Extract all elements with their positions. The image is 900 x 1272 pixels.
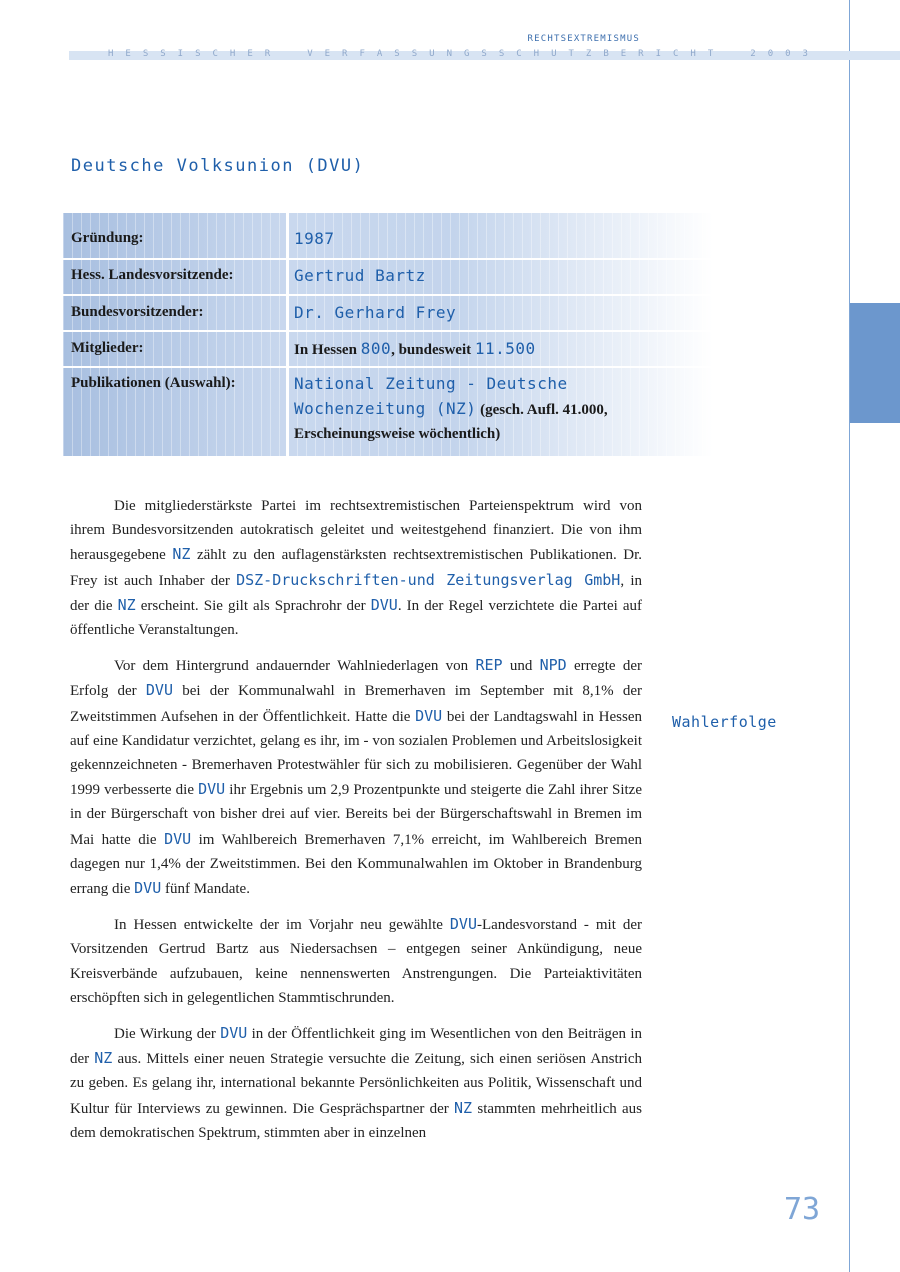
info-value: 1987 xyxy=(294,229,335,248)
info-label: Gründung: xyxy=(71,230,144,246)
info-label: Mitglieder: xyxy=(71,340,144,356)
page-title: Deutsche Volksunion (DVU) xyxy=(71,156,365,176)
info-value: National Zeitung - Deutsche Wochenzeitung (NZ) (gesch. Aufl. 41.000, Erscheinungsweise wöchentlich) xyxy=(294,374,608,442)
paragraph: In Hessen entwickelte der im Vorjahr neu gewählte DVU-Landesvorstand - mit der Vorsitzenden Gertrud Bartz aus Niedersachsen – entgegen seiner Ankündigung, neue Kreisverbände aufzubauen, keine nennenswerten Anstrengungen. Die Parteiaktivitäten erschöpften sich in gelegentlichen Stammtischrunden. xyxy=(70,915,642,1006)
info-table xyxy=(63,213,713,456)
header-word-3: 2003 xyxy=(750,49,820,59)
page-number: 73 xyxy=(784,1192,821,1227)
marginal-note: Wahlerfolge xyxy=(672,713,777,731)
body-text xyxy=(70,494,642,1156)
info-row-founding xyxy=(63,213,713,260)
paragraph: Die Wirkung der DVU in der Öffentlichkeit ging im Wesentlichen von den Beiträgen in der NZ aus. Mittels einer neuen Strategie versuchte die Zeitung, sich einen seriösen Anstrich zu geben. Es gelang ihr, international bekannte Persönlichkeiten aus Politik, Wissenschaft und Kultur für Interviews zu gewinnen. Die Gesprächspartner der NZ stammten mehrheitlich aus dem demokratischen Spektrum, stimmten aber in einzelnen xyxy=(70,1024,643,1141)
info-value: Dr. Gerhard Frey xyxy=(294,303,457,322)
info-row-publications xyxy=(63,368,713,456)
info-row-members xyxy=(63,332,713,368)
chapter-tab xyxy=(850,303,900,423)
header-word-2: VERFASSUNGSSCHUTZBERICHT xyxy=(307,49,726,59)
info-value: In Hessen 800, bundesweit 11.500 xyxy=(294,339,536,358)
paragraph: Vor dem Hintergrund andauernder Wahlniederlagen von REP und NPD erregte der Erfolg der DVU bei der Kommunalwahl in Bremerhaven im September mit 8,1% der Zweitstimmen Aufsehen in der Öffentlichkeit. Hatte die DVU bei der Landtagswahl in Hessen auf eine Kandidatur verzichtet, gelang es ihr, im - von sozialen Problemen und Arbeitslosigkeit gekennzeichneten - Bremerhaven Protestwähler für sich zu mobilisieren. Gegenüber der Wahl 1999 verbesserte die DVU ihr Ergebnis um 2,9 Prozentpunkte und steigerte die Zahl ihrer Sitze in der Bürgerschaft von bisher drei auf vier. Bereits bei der Bürgerschaftswahl in Bremen im Mai hatte die DVU im Wahlbereich Bremerhaven 7,1% erreicht, im Wahlbereich Bremen dagegen nur 1,4% der Zweitstimmen. Bei den Kommunalwahlen im Oktober in Brandenburg errang die DVU fünf Mandate. xyxy=(70,656,643,898)
info-row-state-chair xyxy=(63,260,713,296)
info-label: Bundesvorsitzender: xyxy=(71,304,204,320)
info-row-federal-chair xyxy=(63,296,713,332)
margin-rule xyxy=(849,0,850,1272)
info-label: Hess. Landesvorsitzende: xyxy=(71,267,234,283)
info-label: Publikationen (Auswahl): xyxy=(71,375,236,391)
info-value: Gertrud Bartz xyxy=(294,266,426,285)
paragraph: Die mitgliederstärkste Partei im rechtsextremistischen Parteienspektrum wird von ihrem Bundesvorsitzenden autokratisch geleitet und weitestgehend finanziert. Die von ihm herausgegebene NZ zählt zu den auflagenstärksten rechtsextremistischen Publikationen. Dr. Frey ist auch Inhaber der DSZ-Druckschriften-und Zeitungsverlag GmbH, in der die NZ erscheint. Sie gilt als Sprachrohr der DVU. In der Regel verzichtete die Partei auf öffentliche Veranstaltungen. xyxy=(70,498,643,639)
header-word-1: HESSISCHER xyxy=(108,49,283,59)
header-band-text xyxy=(108,49,820,59)
header-section: RECHTSEXTREMISMUS xyxy=(527,34,640,44)
